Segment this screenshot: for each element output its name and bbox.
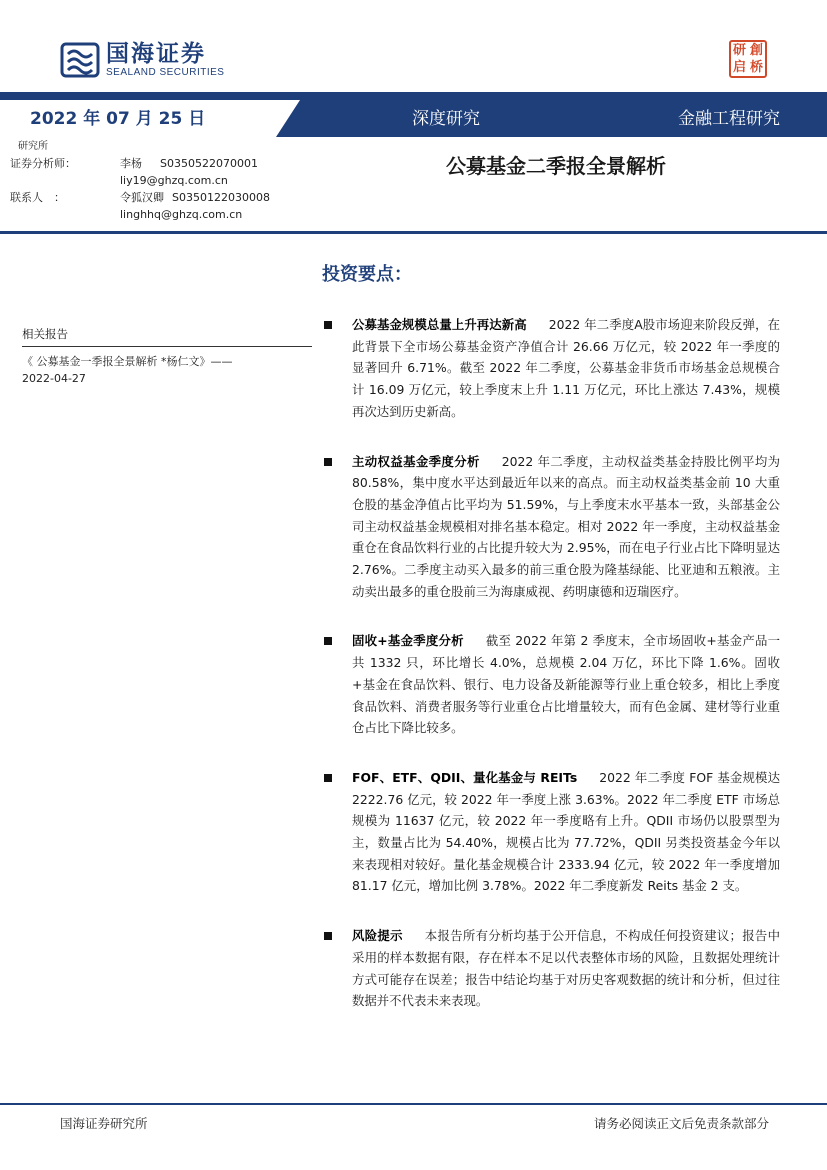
point-text: 本报告所有分析均基于公开信息，不构成任何投资建议；报告中采用的样本数据有限，存在样本不足以代表整体市场的风险，且数据处理统计方式可能存在误差；报告中结论均基于对历史客观数据的统计和分析，但过往数据并不代表未来表现。 [352,928,781,1009]
bullet-square-icon [324,774,332,782]
seal-char: 創 [749,43,763,58]
institute-label: 研究所 [18,141,48,152]
point-text: 2022 年二季度A股市场迎来阶段反弹，在此背景下全市场公募基金资产净值合计 26.66 万亿元，较 2022 年一季度的显著回升 6.71%。截至 2022 年二季度，公募基金非货币市场基金总规模合计 16.09 万亿元，较上季度末上升 1.11 万亿元，环比上涨达 7.43%，规模再次达到历史新高。 [352,317,781,419]
report-category: 深度研究 [412,109,480,129]
footer-institute: 国海证券研究所 [60,1116,148,1131]
header-divider [0,231,827,234]
brand-logo [60,40,224,80]
sealand-logo-icon [60,40,100,80]
brand-name-en: SEALAND SECURITIES [106,67,225,78]
contact-name: 令狐汉卿 [120,191,164,204]
key-point [322,630,780,739]
point-text: 2022 年二季度，主动权益类基金持股比例平均为 80.58%，集中度水平达到最近年以来的高点。而主动权益类基金前 10 大重仓股的基金净值占比平均为 51.59%，与上季度末水平基本一致，头部基金公司主动权益基金规模相对排名基本稳定。相对 2022 年一季度，主动权益基金重仓在食品饮料行业的占比提升较大为 2.95%，而在电子行业占比下降明显达 2.76%。二季度主动买入最多的前三重仓股为隆基绿能、比亚迪和五粮液。主动卖出最多的重仓股前三为海康威视、药明康德和迈瑞医疗。 [352,453,780,599]
report-title: 公募基金二季报全景解析 [446,154,666,178]
contact-email[interactable]: linghhq@ghzq.com.cn [120,208,243,221]
point-title: FOF、ETF、QDII、量化基金与 REITs [352,769,578,785]
related-item[interactable] [22,353,312,387]
bullet-square-icon [324,458,332,466]
key-point [322,451,780,603]
research-seal-icon [729,40,767,78]
footer-divider [0,1103,827,1105]
key-point [322,925,780,1012]
related-item-title[interactable]: 《 公募基金一季报全景解析 *杨仁文》—— [22,355,233,368]
related-reports [22,326,312,387]
contact-label: 联系人 ： [10,191,65,204]
seal-char: 研 [732,43,746,58]
point-text: 截至 2022 年第 2 季度末，全市场固收+基金产品一共 1332 只，环比增长 4.0%，总规模 2.04 万亿，环比下降 1.6%。固收+基金在食品饮料、银行、电力设备及新能源等行业上重仓较多，相比上季度食品饮料、消费者服务等行业重仓占比增量较大，而有色金属、建材等行业重仓占比下降比较多。 [352,633,780,736]
point-title: 风险提示 [352,928,403,944]
section-heading: 投资要点： [322,264,412,285]
analyst-label: 证券分析师： [10,157,76,170]
analyst-name: 李杨 [120,157,142,170]
related-heading: 相关报告 [22,326,312,347]
key-points [322,314,780,1040]
point-title: 公募基金规模总量上升再达新高 [352,317,527,332]
author-block [10,138,270,223]
report-date: 2022 年 07 月 25 日 [30,109,206,129]
contact-cert: S0350122030008 [172,191,270,204]
bullet-square-icon [324,932,332,940]
analyst-email[interactable]: liy19@ghzq.com.cn [120,174,228,187]
footer-disclaimer: 请务必阅读正文后免责条款部分 [593,1116,769,1131]
point-text: 2022 年二季度 FOF 基金规模达 2222.76 亿元，较 2022 年一季度上涨 3.63%。2022 年二季度 ETF 市场总规模为 11637 亿元，较 2022 年一季度略有上升。QDII 市场仍以股票型为主，数量占比为 54.40%，规模占比为 77.72%，QDII 另类投资基金今年以来表现相对较好。量化基金规模合计 2333.94 亿元，较 2022 年一季度增加 81.17 亿元，增加比例 3.78%。2022 年二季度新发 Reits 基金 2 支。 [352,769,780,894]
key-point [322,314,780,423]
bullet-square-icon [324,637,332,645]
seal-char: 启 [732,60,746,75]
point-title: 固收+基金季度分析 [352,633,464,649]
seal-char: 桥 [749,60,763,75]
point-title: 主动权益基金季度分析 [352,453,480,469]
analyst-cert: S0350522070001 [160,157,258,170]
brand-name-cn: 国海证券 [106,41,206,67]
related-item-date: 2022-04-27 [22,372,86,385]
key-point [322,767,780,897]
report-subcategory: 金融工程研究 [678,109,780,129]
bullet-square-icon [324,321,332,329]
